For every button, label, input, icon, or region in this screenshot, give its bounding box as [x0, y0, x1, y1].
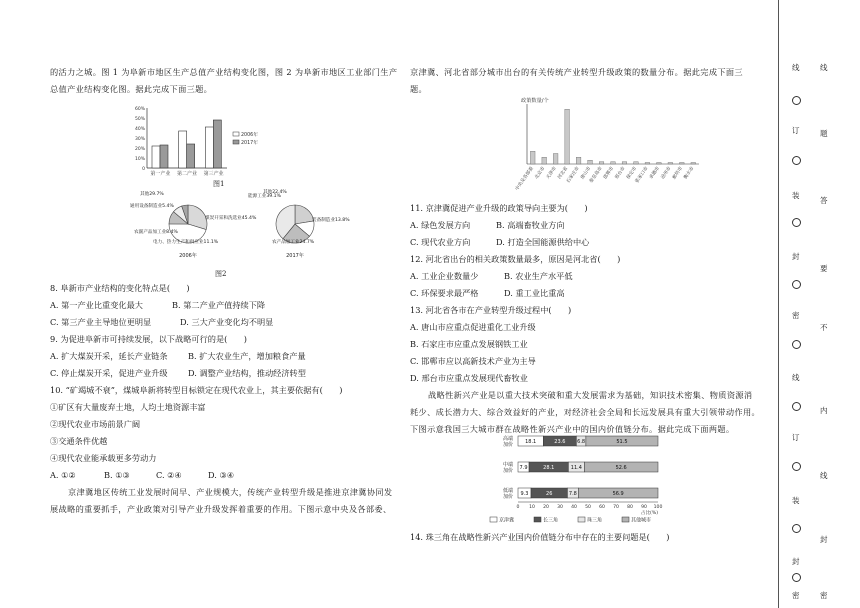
fig2-slice-label-1-1: 装备制造业13.8% [312, 218, 350, 223]
fig2-slice-label-0-4: 通用设备制造业5.4% [130, 204, 174, 209]
fig1-x-tick: 第一产业 [150, 171, 171, 177]
fig4-segment-label-0-2: 6.8 [577, 439, 586, 445]
fig3-x-tick-0: 中央及各部委 [515, 166, 535, 192]
fig3-x-tick-9: 保定市 [626, 166, 639, 181]
fig2-slice-label-0-1: 煤炭开采和洗选业45.4% [205, 216, 257, 221]
fig1-y-tick: 0 [142, 167, 145, 172]
question-13: 13. 河北省各市在产业转型升级过程中( ) [410, 305, 572, 315]
q9-option-a[interactable]: A. 扩大煤炭开采，延长产业链条 [50, 351, 168, 361]
fig2-slice-label-1-0: 其他22.4% [263, 190, 287, 195]
fig3-x-tick-11: 承德市 [649, 166, 662, 181]
fig1-x-tick: 第二产业 [176, 171, 198, 177]
q13-option-b[interactable]: B. 石家庄市应重点发展钢铁工业 [410, 339, 528, 349]
q10-option-c[interactable]: C. ②④ [156, 470, 182, 480]
fig1-bar-2-1 [213, 120, 221, 168]
fig2-slice-label-0-3: 农副产品加工业8.4% [134, 230, 178, 235]
fig3-bar-8 [622, 162, 627, 164]
fig4-legend-swatch-1 [534, 517, 541, 522]
fig3-bar-1 [542, 157, 547, 164]
fig3-bar-11 [657, 163, 662, 165]
left-para-line2: 展战略的重要抓手，产业政策对引导产业升级发挥着重要的作用。下图示意中央及各部委、 [50, 504, 392, 514]
fig3-x-tick-4: 石家庄市 [566, 166, 581, 185]
q11-option-d[interactable]: D. 打造全国能源供给中心 [496, 237, 590, 247]
fig4-x-tick: 100 [653, 505, 663, 510]
fig4-legend-swatch-0 [490, 517, 497, 522]
fig2-slice-label-0-2: 电力、热力生产和供应业11.1% [153, 240, 219, 245]
fig4-segment-label-1-0: 7.9 [519, 465, 528, 471]
fig1-legend-swatch-0 [233, 132, 239, 136]
fig1-y-tick: 40% [134, 127, 145, 132]
fig3-x-tick-14: 衡水市 [683, 166, 696, 181]
fig1-bar-0-1 [160, 145, 168, 168]
question-9: 9. 为促进阜新市可持续发展，以下战略可行的是( ) [50, 334, 247, 344]
binder-mark-4: 密 [792, 311, 800, 320]
fig1-bar-2-0 [205, 127, 213, 168]
q13-option-a[interactable]: A. 唐山市应重点促进重化工业升级 [410, 322, 536, 332]
binder-label-3: 要 [820, 264, 828, 273]
fig4-x-tick: 0 [516, 505, 520, 510]
fig4-legend-label-2: 珠三角 [587, 517, 603, 524]
figure-1-svg [125, 100, 305, 180]
fig4-legend-label-0: 京津冀 [499, 517, 515, 524]
question-14: 14. 珠三角在战略性新兴产业国内价值链分布中存在的主要问题是( ) [410, 532, 670, 542]
binder-circle-1 [792, 156, 801, 165]
fig1-bar-1-0 [179, 131, 187, 168]
fig4-segment-label-0-3: 51.5 [616, 439, 628, 445]
fig1-y-tick: 10% [134, 157, 145, 162]
q12-option-c[interactable]: C. 环保要求最严格 [410, 288, 479, 298]
figure-2-caption: 图2 [215, 270, 227, 278]
fig3-x-tick-12: 沧州市 [660, 166, 673, 181]
q12-option-a[interactable]: A. 工业企业数量少 [410, 271, 479, 281]
binder-mark-2: 装 [792, 191, 800, 200]
fig4-category-label-2-0: 低端 [502, 488, 513, 494]
binder-circle-3 [792, 280, 801, 289]
binder-label-7: 封 [820, 535, 828, 544]
fig4-segment-label-1-2: 11.4 [570, 465, 582, 471]
binding-margin [778, 0, 860, 608]
fig2-slice-label-1-2: 农产品加工业24.7% [272, 240, 315, 245]
q9-option-d[interactable]: D. 调整产业结构，推动经济转型 [188, 368, 306, 378]
q10-item-4: ④现代农业能承载更多劳动力 [50, 453, 157, 463]
fig4-x-tick: 30 [557, 505, 563, 510]
fig1-legend-label-1: 2017年 [241, 141, 259, 146]
fig4-legend-swatch-2 [578, 517, 585, 522]
fig1-legend-swatch-1 [233, 140, 239, 144]
q13-option-d[interactable]: D. 邢台市应重点发展现代畜牧业 [410, 373, 528, 383]
fig3-bar-9 [634, 162, 639, 164]
left-para-line1: 京津冀地区传统工业发展时间早、产业规模大，传统产业转型升级是推进京津冀协同发 [68, 487, 393, 497]
q8-option-d[interactable]: D. 三大产业变化均不明显 [180, 317, 274, 327]
fig3-bar-2 [553, 154, 558, 165]
fig3-bar-0 [530, 151, 535, 164]
right-intro-line1: 京津冀、河北省部分城市出台的有关传统产业转型升级政策的数量分布。据此完成下面三 [410, 67, 743, 77]
binder-mark-3: 封 [792, 252, 800, 261]
fig4-category-label-1-0: 中端 [502, 462, 513, 468]
question-8: 8. 阜新市产业结构的变化特点是( ) [50, 283, 190, 293]
fig4-x-tick: 10 [529, 505, 535, 510]
fig3-bar-5 [588, 160, 593, 164]
binder-mark-1: 订 [792, 126, 800, 135]
q12-option-d[interactable]: D. 重工业比重高 [504, 288, 565, 298]
fig4-x-tick: 80 [627, 505, 633, 510]
fig4-x-tick: 90 [641, 505, 647, 510]
fig1-y-tick: 50% [134, 117, 145, 122]
fig4-category-label-1-1: 加价 [502, 468, 513, 474]
binder-mark-8: 封 [792, 557, 800, 566]
binder-circle-8 [792, 573, 801, 582]
fig1-y-tick: 30% [134, 137, 145, 142]
fig1-legend-label-0: 2006年 [241, 133, 259, 138]
fig3-x-tick-1: 北京市 [534, 166, 547, 181]
fig2-pie-label-0: 2006年 [179, 253, 197, 259]
binder-circle-7 [792, 524, 801, 533]
q10-item-2: ②现代农业市场前景广阔 [50, 419, 141, 429]
q8-option-a[interactable]: A. 第一产业比重变化最大 [50, 300, 143, 310]
q13-option-c[interactable]: C. 邯郸市应以高新技术产业为主导 [410, 356, 536, 366]
question-10: 10. “矿竭城不衰”，煤城阜新将转型目标锁定在现代农业上，其主要依据有( ) [50, 385, 343, 395]
q11-option-a[interactable]: A. 绿色发展方向 [410, 220, 471, 230]
fig3-bar-14 [691, 163, 696, 165]
fig1-x-tick: 第三产业 [203, 171, 224, 177]
figure-2-svg [100, 186, 350, 274]
q8-option-b[interactable]: B. 第二产业产值持续下降 [172, 300, 266, 310]
q9-option-b[interactable]: B. 扩大农业生产，增加粮食产量 [188, 351, 306, 361]
fig2-slice-label-1-3: 能源工业39.1% [248, 194, 281, 199]
fig3-bar-12 [668, 163, 673, 165]
fig4-legend-swatch-3 [622, 517, 629, 522]
q9-option-c[interactable]: C. 停止煤炭开采，促进产业升级 [50, 368, 168, 378]
figure-1-caption: 图1 [213, 180, 225, 188]
fig4-segment-label-1-3: 52.6 [615, 465, 627, 471]
binder-mark-7: 装 [792, 496, 800, 505]
fig4-segment-label-2-0: 9.3 [520, 491, 529, 497]
fig3-bar-6 [599, 162, 604, 164]
left-intro-line2: 总值产业结构变化图。据此完成下面三题。 [50, 84, 213, 94]
fig4-category-label-0-0: 高端 [502, 436, 513, 442]
binder-mark-6: 订 [792, 433, 800, 442]
fig4-segment-label-0-1: 23.6 [554, 439, 566, 445]
binder-circle-0 [792, 96, 801, 105]
fig4-segment-label-1-1: 28.1 [543, 465, 555, 471]
binder-label-8: 密 [820, 591, 828, 600]
fig3-x-tick-5: 唐山市 [580, 166, 593, 181]
figure-3-policy-bar-chart [515, 96, 705, 210]
question-12: 12. 河北省出台的相关政策数量最多，原因是河北省( ) [410, 254, 621, 264]
q8-option-c[interactable]: C. 第三产业主导地位更明显 [50, 317, 152, 327]
q10-option-a[interactable]: A. ①② [50, 470, 76, 480]
q11-option-b[interactable]: B. 高端畜牧业方向 [496, 220, 565, 230]
fig1-bar-0-0 [152, 146, 160, 168]
binder-label-1: 题 [820, 129, 828, 138]
fig4-category-label-0-1: 加价 [502, 442, 513, 448]
fig2-slice-label-0-0: 其他29.7% [140, 192, 164, 197]
fig3-y-label: 政策数量/个 [521, 98, 549, 104]
fig3-x-tick-2: 天津市 [545, 166, 558, 181]
q11-option-c[interactable]: C. 现代农业方向 [410, 237, 471, 247]
right-para-line1: 战略性新兴产业是以重大技术突破和重大发展需求为基础，知识技术密集、物质资源消 [428, 390, 753, 400]
fig3-bar-3 [565, 109, 570, 164]
fig2-pie-label-1: 2017年 [286, 253, 304, 259]
binder-mark-9: 密 [792, 591, 800, 600]
q10-option-b[interactable]: B. ①③ [104, 470, 130, 480]
fig4-x-tick: 40 [571, 505, 577, 510]
figure-2-pie-charts [100, 186, 350, 278]
fig4-category-label-2-1: 加价 [502, 494, 513, 500]
fig4-x-tick: 50 [585, 505, 591, 510]
binder-label-5: 内 [820, 406, 828, 415]
fig3-x-tick-10: 张家口市 [634, 166, 650, 185]
binder-label-2: 答 [820, 196, 828, 205]
binder-circle-4 [792, 340, 801, 349]
figure-1-bar-chart [125, 100, 305, 184]
binder-label-6: 线 [820, 471, 828, 480]
figure-4-value-chain-chart [480, 432, 680, 536]
q10-item-1: ①矿区有大量废弃土地，人均土地资源丰富 [50, 402, 206, 412]
fig4-x-tick: 60 [599, 505, 605, 510]
binder-mark-0: 线 [792, 63, 800, 72]
fig4-segment-label-2-1: 26 [546, 491, 553, 497]
binder-circle-2 [792, 218, 801, 227]
fig4-x-label: 占比(%) [640, 511, 658, 516]
right-para-line3: 下图示意我国三大城市群在战略性新兴产业中的国内价值链分布。据此完成下面两题。 [410, 424, 735, 434]
binder-label-0: 线 [820, 63, 828, 72]
fig3-bar-4 [576, 157, 581, 164]
binder-label-4: 不 [820, 323, 828, 332]
figure-3-svg [515, 96, 705, 206]
binder-mark-5: 线 [792, 373, 800, 382]
fig1-y-tick: 60% [134, 107, 145, 112]
fig4-segment-label-2-2: 7.8 [568, 491, 577, 497]
fig3-x-tick-8: 邢台市 [614, 166, 627, 181]
right-intro-line2: 题。 [410, 84, 428, 94]
fig4-legend-label-1: 长三角 [543, 517, 559, 524]
q12-option-b[interactable]: B. 农业生产水平低 [504, 271, 573, 281]
fig4-segment-label-2-3: 56.9 [612, 491, 624, 497]
figure-4-svg [480, 432, 680, 532]
binder-circle-5 [792, 402, 801, 411]
q10-item-3: ③交通条件优越 [50, 436, 108, 446]
q10-option-d[interactable]: D. ③④ [208, 470, 235, 480]
fig3-bar-13 [680, 163, 685, 165]
fig3-bar-10 [645, 163, 650, 165]
fig3-bar-7 [611, 162, 616, 164]
binder-circle-6 [792, 462, 801, 471]
fig4-x-tick: 20 [543, 505, 549, 510]
fig4-x-tick: 70 [613, 505, 619, 510]
right-para-line2: 耗少、成长潜力大、综合效益好的产业，对经济社会全局和长远发展具有重大引领带动作用。 [410, 407, 761, 417]
left-intro-line1: 的活力之城。图 1 为阜新市地区生产总值产业结构变化图，图 2 为阜新市地区工业部门生产 [50, 67, 398, 77]
fig1-y-tick: 20% [134, 147, 145, 152]
fig3-x-tick-6: 秦皇岛市 [589, 166, 604, 185]
fig3-x-tick-13: 廊坊市 [672, 166, 685, 181]
question-11: 11. 京津冀促进产业升级的政策导向主要为( ) [410, 203, 588, 213]
fig4-legend-label-3: 其他城市 [631, 517, 652, 524]
fig3-x-tick-3: 河北省 [557, 166, 570, 181]
fig3-x-tick-7: 邯郸市 [603, 166, 616, 181]
fig1-bar-1-1 [187, 144, 195, 168]
fig4-segment-label-0-0: 18.1 [525, 439, 537, 445]
